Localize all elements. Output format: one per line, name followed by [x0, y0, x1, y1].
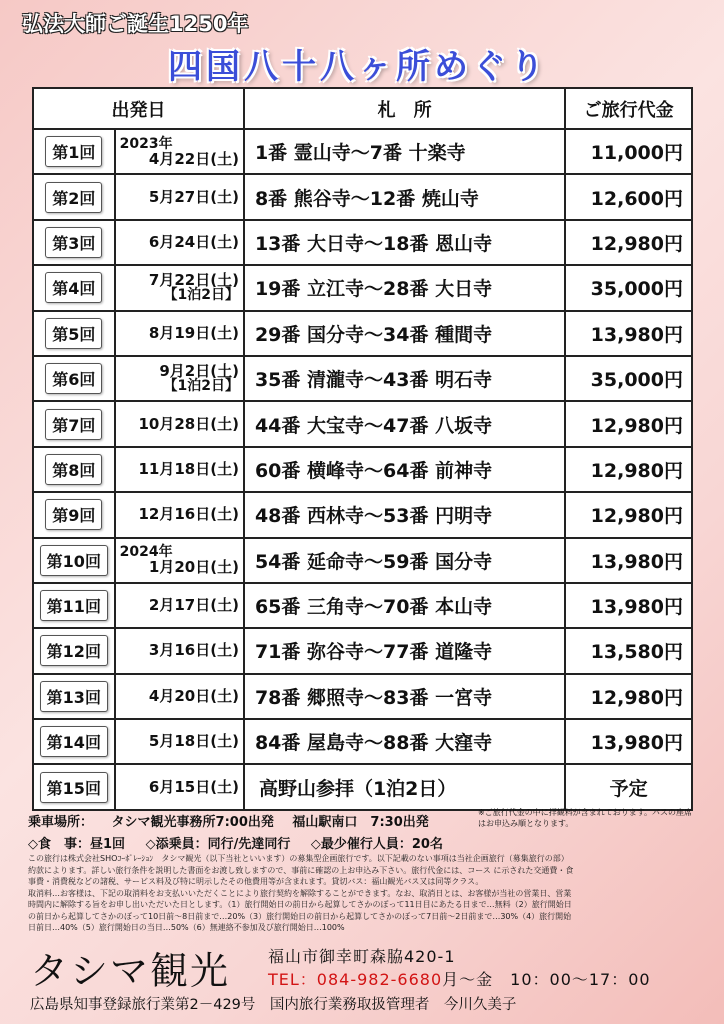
table-row — [33, 764, 692, 809]
date-value: 7月22日(土) — [148, 270, 239, 289]
temple-cell: 65番 三角寺～70番 本山寺 — [244, 583, 565, 628]
date-value: 4月20日(土) — [148, 686, 239, 705]
temple-cell: 60番 横峰寺～64番 前神寺 — [244, 447, 565, 492]
date-cell — [115, 356, 244, 401]
date-cell — [115, 492, 244, 537]
table-row — [33, 401, 692, 446]
date-cell — [115, 265, 244, 310]
fine-print-line: 取消料…お客様は、下記の取消料をお支払いいただくことにより旅行契約を解除することができます。なお、取消日とは、お客様が当社の営業日、営業 — [28, 888, 572, 898]
tour-schedule-table — [32, 87, 693, 811]
round-label: 第13回 — [40, 681, 108, 712]
round-label: 第7回 — [45, 409, 102, 440]
page-title: 四国八十八ヶ所めぐり — [168, 47, 548, 87]
round-label: 第3回 — [45, 227, 102, 258]
date-year: 2023年 — [119, 135, 173, 152]
condition-meal: ◇食 事：昼1回 — [28, 837, 126, 852]
round-cell — [33, 719, 115, 764]
date-note: 【1泊2日】 — [163, 377, 239, 394]
temple-cell: 高野山参拝（1泊2日） — [244, 764, 565, 809]
header-date: 出発日 — [33, 88, 244, 129]
temple-cell: 35番 清瀧寺～43番 明石寺 — [244, 356, 565, 401]
date-cell — [115, 538, 244, 583]
date-cell — [115, 311, 244, 356]
round-label: 第12回 — [40, 635, 108, 666]
date-cell — [115, 583, 244, 628]
table-row — [33, 174, 692, 219]
table-row — [33, 719, 692, 764]
date-value: 5月27日(土) — [148, 187, 239, 206]
date-value: 5月18日(土) — [148, 732, 239, 751]
temple-cell: 19番 立江寺～28番 大日寺 — [244, 265, 565, 310]
round-cell — [33, 492, 115, 537]
price-cell: 13,980円 — [565, 311, 692, 356]
date-value: 6月15日(土) — [148, 777, 239, 796]
condition-escort: ◇添乗員：同行/先達同行 — [145, 837, 291, 852]
date-value: 12月16日(土) — [138, 505, 239, 524]
table-row — [33, 311, 692, 356]
temple-cell: 54番 延命寺～59番 国分寺 — [244, 538, 565, 583]
price-cell: 12,980円 — [565, 220, 692, 265]
company-address: 福山市御幸町森脇420-1 — [268, 947, 456, 966]
table-row — [33, 356, 692, 401]
tour-conditions — [28, 833, 698, 852]
round-cell — [33, 401, 115, 446]
round-label: 第14回 — [40, 726, 108, 757]
round-label: 第2回 — [45, 182, 102, 213]
fine-print-line: 事費・消費税などの諸税、サービス料及び特に明示したその他費用等が含まれます。貸切バス：福山観光バス又は同等クラス。 — [28, 877, 484, 886]
price-cell: 35,000円 — [565, 265, 692, 310]
date-value: 11月18日(土) — [138, 459, 239, 478]
price-cell: 12,980円 — [565, 401, 692, 446]
price-cell: 予定 — [565, 764, 692, 809]
date-value: 2月17日(土) — [148, 596, 239, 615]
round-label: 第4回 — [45, 272, 102, 303]
date-cell — [115, 401, 244, 446]
round-label: 第6回 — [45, 363, 102, 394]
temple-cell: 8番 熊谷寺～12番 焼山寺 — [244, 174, 565, 219]
table-header-row — [33, 88, 692, 129]
price-cell: 12,980円 — [565, 447, 692, 492]
date-value: 4月22日(土) — [148, 149, 239, 168]
round-label: 第11回 — [40, 590, 108, 621]
fee-note: ※ご旅行代金の中に拝観料が含まれております。バスの座席はお申込み順となります。 — [478, 808, 693, 828]
round-label: 第9回 — [45, 499, 102, 530]
business-hours: 月～金 10：00～17：00 — [442, 970, 651, 989]
table-row — [33, 538, 692, 583]
fine-print — [28, 853, 698, 934]
temple-cell: 78番 郷照寺～83番 一宮寺 — [244, 674, 565, 719]
date-cell — [115, 220, 244, 265]
date-cell — [115, 674, 244, 719]
date-value: 1月20日(土) — [148, 558, 239, 577]
header-price: ご旅行代金 — [565, 88, 692, 129]
condition-minimum: ◇最少催行人員：20名 — [310, 837, 443, 852]
header-temple: 札 所 — [244, 88, 565, 129]
phone-number[interactable]: TEL：084-982-6680 — [268, 970, 443, 989]
date-value: 8月19日(土) — [148, 323, 239, 342]
round-cell — [33, 628, 115, 673]
price-cell: 13,980円 — [565, 538, 692, 583]
fine-print-line: この旅行は株式会社SHOｺｰﾎﾟﾚｰｼｮﾝ タシマ観光（以下当社といいます）の募集型企画旅行です。以下記載のない事項は当社企画旅行（募集旅行の部） — [28, 854, 569, 863]
date-cell — [115, 174, 244, 219]
round-cell — [33, 447, 115, 492]
table-row — [33, 220, 692, 265]
temple-cell: 29番 国分寺～34番 種間寺 — [244, 311, 565, 356]
fine-print-line: 約款によります。詳しい旅行条件を説明した書面をお渡し致しますので、事前に確認の上お申込み下さい。旅行代金には、コース に示された交通費・食 — [28, 865, 574, 875]
round-cell — [33, 674, 115, 719]
table-row — [33, 129, 692, 174]
round-label: 第15回 — [40, 772, 108, 803]
temple-cell: 44番 大宝寺～47番 八坂寺 — [244, 401, 565, 446]
company-logo-name: タシマ観光 — [30, 949, 231, 993]
table-row — [33, 583, 692, 628]
table-row — [33, 265, 692, 310]
table-row — [33, 492, 692, 537]
boarding-stop-office: タシマ観光事務所7:00出発 — [111, 815, 274, 830]
boarding-stop-station: 福山駅南口 7:30出発 — [292, 815, 429, 830]
temple-cell: 84番 屋島寺～88番 大窪寺 — [244, 719, 565, 764]
round-cell — [33, 265, 115, 310]
temple-cell: 1番 霊山寺～7番 十楽寺 — [244, 129, 565, 174]
date-value: 6月24日(土) — [148, 232, 239, 251]
event-subtitle: 弘法大師ご誕生1250年 — [22, 12, 249, 36]
temple-cell: 48番 西林寺～53番 円明寺 — [244, 492, 565, 537]
date-cell — [115, 764, 244, 809]
round-cell — [33, 764, 115, 809]
date-value: 10月28日(土) — [138, 414, 239, 433]
round-label: 第8回 — [45, 454, 102, 485]
price-cell: 13,580円 — [565, 628, 692, 673]
date-year: 2024年 — [119, 544, 173, 561]
fine-print-line: 時間内に解除する旨をお申し出いただいた日とします。（1）旅行開始日の前日から起算してさかのぼって11日目にあたる日まで…無料（2）旅行開始日 — [28, 900, 572, 909]
round-label: 第5回 — [45, 318, 102, 349]
date-value: 3月16日(土) — [148, 641, 239, 660]
license-info: 広島県知事登録旅行業第2－429号 国内旅行業務取扱管理者 今川久美子 — [30, 997, 517, 1013]
round-cell — [33, 538, 115, 583]
table-row — [33, 447, 692, 492]
round-cell — [33, 356, 115, 401]
date-note: 【1泊2日】 — [163, 286, 239, 303]
round-cell — [33, 583, 115, 628]
price-cell: 13,980円 — [565, 719, 692, 764]
table-row — [33, 674, 692, 719]
date-cell — [115, 719, 244, 764]
date-cell — [115, 628, 244, 673]
round-cell — [33, 311, 115, 356]
fine-print-line: 日前日…40%（5）旅行開始日の当日…50%（6）無連絡不参加及び旅行開始日…100% — [28, 923, 345, 932]
price-cell: 13,980円 — [565, 583, 692, 628]
fine-print-line: の前日から起算してさかのぼって10日前～8日前まで…20%（3）旅行開始日の前日から起算してさかのぼって7日前～2日前まで…30%（4）旅行開始 — [28, 911, 572, 921]
round-label: 第1回 — [45, 136, 102, 167]
company-contact — [268, 967, 651, 990]
price-cell: 12,600円 — [565, 174, 692, 219]
date-value: 9月2日(土) — [159, 361, 239, 380]
price-cell: 12,980円 — [565, 492, 692, 537]
round-label: 第10回 — [40, 545, 108, 576]
date-cell — [115, 129, 244, 174]
price-cell: 35,000円 — [565, 356, 692, 401]
price-cell: 12,980円 — [565, 674, 692, 719]
temple-cell: 71番 弥谷寺～77番 道隆寺 — [244, 628, 565, 673]
round-cell — [33, 129, 115, 174]
round-cell — [33, 174, 115, 219]
table-row — [33, 628, 692, 673]
boarding-label: 乗車場所： — [28, 815, 94, 830]
temple-cell: 13番 大日寺～18番 恩山寺 — [244, 220, 565, 265]
round-cell — [33, 220, 115, 265]
date-cell — [115, 447, 244, 492]
price-cell: 11,000円 — [565, 129, 692, 174]
